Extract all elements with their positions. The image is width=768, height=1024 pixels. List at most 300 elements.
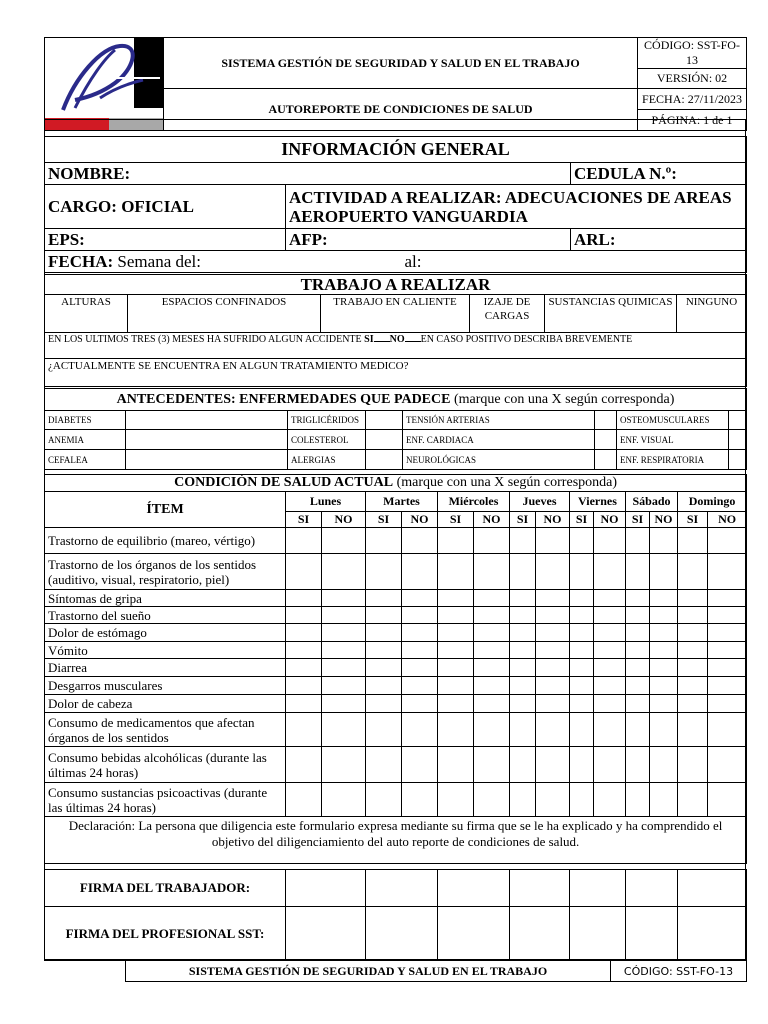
check-cell[interactable]	[708, 659, 747, 677]
si-header: SI	[438, 512, 474, 528]
si-header: SI	[678, 512, 708, 528]
check-cell[interactable]	[650, 695, 678, 713]
table-row	[45, 747, 747, 783]
check-cell[interactable]	[708, 747, 747, 783]
section-general-title: INFORMACIÓN GENERAL	[45, 137, 747, 163]
disease-check[interactable]	[729, 411, 747, 430]
firma-cell[interactable]	[438, 870, 510, 907]
check-cell[interactable]	[438, 554, 474, 590]
check-cell[interactable]	[402, 642, 438, 659]
check-cell[interactable]	[438, 713, 474, 747]
day-header: Miércoles	[438, 492, 510, 512]
disease-check[interactable]	[595, 411, 617, 430]
item-label: Dolor de cabeza	[45, 695, 286, 713]
check-cell[interactable]	[626, 713, 650, 747]
check-cell[interactable]	[570, 642, 594, 659]
check-cell[interactable]	[594, 659, 626, 677]
check-cell[interactable]	[322, 677, 366, 695]
check-cell[interactable]	[570, 659, 594, 677]
check-cell[interactable]	[286, 554, 322, 590]
firma-cell[interactable]	[626, 907, 678, 961]
check-cell[interactable]	[678, 590, 708, 607]
check-cell[interactable]	[594, 695, 626, 713]
check-cell[interactable]	[402, 554, 438, 590]
firma-cell[interactable]	[438, 907, 510, 961]
antecedentes-title-bold: ANTECEDENTES: ENFERMEDADES QUE PADECE	[116, 391, 451, 407]
check-cell[interactable]	[650, 642, 678, 659]
firma-cell[interactable]	[366, 907, 438, 961]
disease-check[interactable]	[729, 430, 747, 450]
antecedentes-title	[45, 389, 747, 411]
afp-field[interactable]: AFP:	[286, 229, 571, 251]
check-cell[interactable]	[366, 624, 402, 642]
check-cell[interactable]	[536, 624, 570, 642]
day-header: Martes	[366, 492, 438, 512]
check-cell[interactable]	[678, 528, 708, 554]
check-cell[interactable]	[366, 747, 402, 783]
item-label: Síntomas de gripa	[45, 590, 286, 607]
condicion-title-rest: (marque con una X según corresponda)	[393, 475, 618, 490]
check-cell[interactable]	[650, 590, 678, 607]
declaracion-text: Declaración: La persona que diligencia este formulario expresa mediante su firma que se le ha explicado y ha comprendido el objetivo del diligenciamiento del auto reporte de condiciones de salud.	[45, 817, 747, 864]
check-cell[interactable]	[626, 747, 650, 783]
check-cell[interactable]	[536, 642, 570, 659]
item-label: Trastorno de los órganos de los sentidos (auditivo, visual, respiratorio, piel)	[45, 554, 286, 590]
check-cell[interactable]	[626, 677, 650, 695]
check-cell[interactable]	[510, 677, 536, 695]
check-cell[interactable]	[402, 607, 438, 624]
check-cell[interactable]	[536, 590, 570, 607]
table-row	[45, 642, 747, 659]
check-cell[interactable]	[678, 659, 708, 677]
check-cell[interactable]	[570, 695, 594, 713]
check-cell[interactable]	[474, 677, 510, 695]
antecedentes-title-rest: (marque con una X según corresponda)	[450, 391, 675, 407]
check-cell[interactable]	[438, 783, 474, 817]
doc-code: CÓDIGO: SST-FO-13	[638, 38, 747, 69]
disease-label: ENF. CARDIACA	[403, 430, 595, 450]
disease-label: COLESTEROL	[288, 430, 366, 450]
check-cell[interactable]	[286, 747, 322, 783]
check-cell[interactable]	[322, 590, 366, 607]
check-cell[interactable]	[678, 607, 708, 624]
check-cell[interactable]	[570, 783, 594, 817]
check-cell[interactable]	[366, 783, 402, 817]
si-header: SI	[510, 512, 536, 528]
check-cell[interactable]	[322, 695, 366, 713]
disease-check[interactable]	[595, 450, 617, 470]
firma-cell[interactable]	[510, 870, 570, 907]
check-cell[interactable]	[366, 659, 402, 677]
check-cell[interactable]	[402, 747, 438, 783]
check-cell[interactable]	[510, 590, 536, 607]
check-cell[interactable]	[650, 607, 678, 624]
day-header: Domingo	[678, 492, 747, 512]
option-sustancias-quimicas[interactable]: SUSTANCIAS QUIMICAS	[545, 295, 677, 333]
check-cell[interactable]	[708, 590, 747, 607]
document-header	[44, 37, 747, 131]
check-cell[interactable]	[626, 528, 650, 554]
option-ninguno[interactable]: NINGUNO	[677, 295, 747, 333]
check-cell[interactable]	[678, 747, 708, 783]
check-cell[interactable]	[402, 677, 438, 695]
check-cell[interactable]	[474, 624, 510, 642]
check-cell[interactable]	[570, 624, 594, 642]
check-cell[interactable]	[626, 642, 650, 659]
check-cell[interactable]	[536, 677, 570, 695]
accidente-question[interactable]	[45, 333, 747, 359]
check-cell[interactable]	[438, 590, 474, 607]
check-cell[interactable]	[366, 528, 402, 554]
day-header: Viernes	[570, 492, 626, 512]
check-cell[interactable]	[366, 695, 402, 713]
check-cell[interactable]	[678, 624, 708, 642]
check-cell[interactable]	[286, 528, 322, 554]
option-izaje-cargas[interactable]: IZAJE DE CARGAS	[470, 295, 545, 333]
check-cell[interactable]	[474, 554, 510, 590]
check-cell[interactable]	[286, 607, 322, 624]
check-cell[interactable]	[438, 747, 474, 783]
check-cell[interactable]	[570, 747, 594, 783]
check-cell[interactable]	[438, 659, 474, 677]
nombre-field[interactable]: NOMBRE:	[45, 163, 571, 185]
check-cell[interactable]	[474, 747, 510, 783]
item-label: Trastorno del sueño	[45, 607, 286, 624]
document-footer	[125, 960, 747, 982]
no-header: NO	[536, 512, 570, 528]
check-cell[interactable]	[594, 642, 626, 659]
table-row	[45, 590, 747, 607]
item-label: Trastorno de equilibrio (mareo, vértigo)	[45, 528, 286, 554]
item-header: ÍTEM	[45, 492, 286, 528]
check-cell[interactable]	[322, 642, 366, 659]
check-cell[interactable]	[650, 783, 678, 817]
check-cell[interactable]	[474, 713, 510, 747]
condicion-title	[45, 475, 747, 492]
si-header: SI	[366, 512, 402, 528]
day-header: Sábado	[626, 492, 678, 512]
check-cell[interactable]	[322, 554, 366, 590]
disease-label: ANEMIA	[45, 430, 126, 450]
section-trabajo-title: TRABAJO A REALIZAR	[45, 275, 747, 295]
check-cell[interactable]	[594, 677, 626, 695]
check-cell[interactable]	[322, 528, 366, 554]
disease-check[interactable]	[366, 411, 403, 430]
check-cell[interactable]	[708, 528, 747, 554]
check-cell[interactable]	[594, 747, 626, 783]
check-cell[interactable]	[536, 713, 570, 747]
disease-label: TRIGLICÉRIDOS	[288, 411, 366, 430]
check-cell[interactable]	[366, 713, 402, 747]
doc-version: VERSIÓN: 02	[638, 69, 747, 89]
option-trabajo-caliente[interactable]: TRABAJO EN CALIENTE	[321, 295, 470, 333]
disease-check[interactable]	[126, 411, 288, 430]
check-cell[interactable]	[402, 713, 438, 747]
disease-label: ENF. VISUAL	[617, 430, 729, 450]
firma-cell[interactable]	[626, 870, 678, 907]
check-cell[interactable]	[708, 624, 747, 642]
check-cell[interactable]	[366, 677, 402, 695]
check-cell[interactable]	[708, 713, 747, 747]
table-row	[45, 713, 747, 747]
check-cell[interactable]	[570, 713, 594, 747]
check-cell[interactable]	[570, 554, 594, 590]
check-cell[interactable]	[286, 624, 322, 642]
firma-cell[interactable]	[678, 907, 747, 961]
check-cell[interactable]	[474, 607, 510, 624]
check-cell[interactable]	[678, 677, 708, 695]
check-cell[interactable]	[678, 554, 708, 590]
check-cell[interactable]	[536, 747, 570, 783]
check-cell[interactable]	[438, 607, 474, 624]
check-cell[interactable]	[286, 659, 322, 677]
table-row	[45, 554, 747, 590]
footer-code: CÓDIGO: SST-FO-13	[611, 961, 747, 982]
item-label: Diarrea	[45, 659, 286, 677]
check-cell[interactable]	[626, 659, 650, 677]
check-cell[interactable]	[510, 528, 536, 554]
general-info	[44, 136, 747, 273]
condicion-title-bold: CONDICIÓN DE SALUD ACTUAL	[174, 475, 394, 490]
no-header: NO	[322, 512, 366, 528]
check-cell[interactable]	[438, 695, 474, 713]
no-header: NO	[474, 512, 510, 528]
check-cell[interactable]	[626, 695, 650, 713]
check-cell[interactable]	[510, 607, 536, 624]
check-cell[interactable]	[474, 783, 510, 817]
table-row	[45, 695, 747, 713]
check-cell[interactable]	[286, 642, 322, 659]
check-cell[interactable]	[510, 783, 536, 817]
disease-label: CEFALEA	[45, 450, 126, 470]
logo-signature-icon	[45, 38, 163, 120]
check-cell[interactable]	[474, 659, 510, 677]
check-cell[interactable]	[650, 659, 678, 677]
item-label: Dolor de estómago	[45, 624, 286, 642]
table-row	[45, 659, 747, 677]
check-cell[interactable]	[474, 528, 510, 554]
no-header: NO	[708, 512, 747, 528]
check-cell[interactable]	[626, 624, 650, 642]
disease-check[interactable]	[366, 430, 403, 450]
disease-label: DIABETES	[45, 411, 126, 430]
check-cell[interactable]	[286, 783, 322, 817]
check-cell[interactable]	[322, 747, 366, 783]
firma-cell[interactable]	[286, 907, 366, 961]
disease-check[interactable]	[366, 450, 403, 470]
check-cell[interactable]	[322, 624, 366, 642]
check-cell[interactable]	[650, 677, 678, 695]
option-espacios-confinados[interactable]: ESPACIOS CONFINADOS	[128, 295, 321, 333]
firma-cell[interactable]	[570, 907, 626, 961]
check-cell[interactable]	[402, 624, 438, 642]
disease-label: TENSIÓN ARTERIAS	[403, 411, 595, 430]
accidente-describe: EN CASO POSITIVO DESCRIBA BREVEMENTE	[420, 334, 633, 345]
check-cell[interactable]	[438, 624, 474, 642]
no-header: NO	[594, 512, 626, 528]
check-cell[interactable]	[708, 695, 747, 713]
check-cell[interactable]	[594, 528, 626, 554]
check-cell[interactable]	[366, 590, 402, 607]
firma-trabajador-label: FIRMA DEL TRABAJADOR:	[45, 870, 286, 907]
item-label: Consumo de medicamentos que afectan órganos de los sentidos	[45, 713, 286, 747]
check-cell[interactable]	[322, 659, 366, 677]
check-cell[interactable]	[510, 659, 536, 677]
check-cell[interactable]	[366, 554, 402, 590]
check-cell[interactable]	[438, 528, 474, 554]
disease-label: NEUROLÓGICAS	[403, 450, 595, 470]
check-cell[interactable]	[286, 695, 322, 713]
accidente-no: NO	[389, 334, 405, 345]
check-cell[interactable]	[510, 624, 536, 642]
check-cell[interactable]	[286, 677, 322, 695]
no-header: NO	[650, 512, 678, 528]
table-row	[45, 607, 747, 624]
accidente-si: SI	[364, 334, 374, 345]
item-label: Consumo sustancias psicoactivas (durante las últimas 24 horas)	[45, 783, 286, 817]
check-cell[interactable]	[536, 607, 570, 624]
check-cell[interactable]	[510, 695, 536, 713]
cargo-field[interactable]: CARGO: OFICIAL	[45, 185, 286, 229]
check-cell[interactable]	[474, 695, 510, 713]
table-row	[45, 783, 747, 817]
check-cell[interactable]	[438, 677, 474, 695]
check-cell[interactable]	[286, 713, 322, 747]
disease-label: OSTEOMUSCULARES	[617, 411, 729, 430]
check-cell[interactable]	[626, 554, 650, 590]
firma-cell[interactable]	[366, 870, 438, 907]
footer-system-title: SISTEMA GESTIÓN DE SEGURIDAD Y SALUD EN EL TRABAJO	[126, 961, 611, 982]
check-cell[interactable]	[570, 607, 594, 624]
doc-page: PÁGINA: 1 de 1	[638, 110, 747, 131]
item-label: Desgarros musculares	[45, 677, 286, 695]
check-cell[interactable]	[402, 783, 438, 817]
check-cell[interactable]	[322, 607, 366, 624]
check-cell[interactable]	[678, 642, 708, 659]
check-cell[interactable]	[708, 783, 747, 817]
firma-cell[interactable]	[510, 907, 570, 961]
check-cell[interactable]	[650, 528, 678, 554]
eps-field[interactable]: EPS:	[45, 229, 286, 251]
system-title: SISTEMA GESTIÓN DE SEGURIDAD Y SALUD EN EL TRABAJO	[164, 38, 638, 89]
cedula-field[interactable]: CEDULA N.º:	[571, 163, 747, 185]
item-label: Vómito	[45, 642, 286, 659]
disease-check[interactable]	[729, 450, 747, 470]
check-cell[interactable]	[474, 642, 510, 659]
check-cell[interactable]	[438, 642, 474, 659]
item-label: Consumo bebidas alcohólicas (durante las últimas 24 horas)	[45, 747, 286, 783]
check-cell[interactable]	[650, 624, 678, 642]
check-cell[interactable]	[570, 590, 594, 607]
actividad-field[interactable]: ACTIVIDAD A REALIZAR: ADECUACIONES DE AREAS AEROPUERTO VANGUARDIA	[286, 185, 747, 229]
check-cell[interactable]	[510, 747, 536, 783]
day-header: Lunes	[286, 492, 366, 512]
check-cell[interactable]	[678, 783, 708, 817]
table-row	[45, 624, 747, 642]
firma-profesional-label: FIRMA DEL PROFESIONAL SST:	[45, 907, 286, 961]
si-header: SI	[570, 512, 594, 528]
check-cell[interactable]	[626, 783, 650, 817]
check-cell[interactable]	[510, 642, 536, 659]
condicion-section	[44, 474, 747, 864]
fecha-field[interactable]	[45, 251, 747, 273]
disease-label: ENF. RESPIRATORIA	[617, 450, 729, 470]
check-cell[interactable]	[322, 713, 366, 747]
firma-cell[interactable]	[678, 870, 747, 907]
check-cell[interactable]	[650, 554, 678, 590]
firmas-section	[44, 869, 747, 961]
disease-check[interactable]	[595, 430, 617, 450]
doc-date: FECHA: 27/11/2023	[638, 89, 747, 110]
trabajo-section	[44, 274, 747, 387]
check-cell[interactable]	[594, 783, 626, 817]
option-alturas[interactable]: ALTURAS	[45, 295, 128, 333]
check-cell[interactable]	[594, 590, 626, 607]
tratamiento-question[interactable]: ¿ACTUALMENTE SE ENCUENTRA EN ALGUN TRATAMIENTO MEDICO?	[45, 359, 747, 387]
check-cell[interactable]	[536, 528, 570, 554]
check-cell[interactable]	[678, 713, 708, 747]
disease-label: ALERGIAS	[288, 450, 366, 470]
al-label: al:	[404, 251, 422, 271]
check-cell[interactable]	[678, 695, 708, 713]
check-cell[interactable]	[626, 607, 650, 624]
check-cell[interactable]	[366, 607, 402, 624]
check-cell[interactable]	[708, 677, 747, 695]
arl-field[interactable]: ARL:	[571, 229, 747, 251]
disease-check[interactable]	[126, 430, 288, 450]
check-cell[interactable]	[708, 554, 747, 590]
check-cell[interactable]	[570, 528, 594, 554]
check-cell[interactable]	[402, 695, 438, 713]
firma-cell[interactable]	[286, 870, 366, 907]
check-cell[interactable]	[474, 590, 510, 607]
check-cell[interactable]	[536, 659, 570, 677]
disease-check[interactable]	[126, 450, 288, 470]
check-cell[interactable]	[286, 590, 322, 607]
form-title: AUTOREPORTE DE CONDICIONES DE SALUD	[164, 89, 638, 131]
check-cell[interactable]	[402, 590, 438, 607]
check-cell[interactable]	[570, 677, 594, 695]
check-cell[interactable]	[510, 713, 536, 747]
check-cell[interactable]	[536, 695, 570, 713]
firma-cell[interactable]	[570, 870, 626, 907]
check-cell[interactable]	[322, 783, 366, 817]
check-cell[interactable]	[708, 607, 747, 624]
check-cell[interactable]	[402, 528, 438, 554]
check-cell[interactable]	[366, 642, 402, 659]
check-cell[interactable]	[650, 713, 678, 747]
no-header: NO	[402, 512, 438, 528]
check-cell[interactable]	[536, 554, 570, 590]
company-logo	[45, 38, 164, 131]
check-cell[interactable]	[594, 607, 626, 624]
check-cell[interactable]	[510, 554, 536, 590]
check-cell[interactable]	[626, 590, 650, 607]
check-cell[interactable]	[594, 624, 626, 642]
table-row	[45, 677, 747, 695]
si-header: SI	[286, 512, 322, 528]
semana-label: Semana del:	[117, 251, 201, 271]
check-cell[interactable]	[402, 659, 438, 677]
check-cell[interactable]	[594, 713, 626, 747]
check-cell[interactable]	[650, 747, 678, 783]
check-cell[interactable]	[708, 642, 747, 659]
day-header: Jueves	[510, 492, 570, 512]
si-header: SI	[626, 512, 650, 528]
check-cell[interactable]	[594, 554, 626, 590]
fecha-label: FECHA:	[48, 251, 114, 271]
check-cell[interactable]	[536, 783, 570, 817]
